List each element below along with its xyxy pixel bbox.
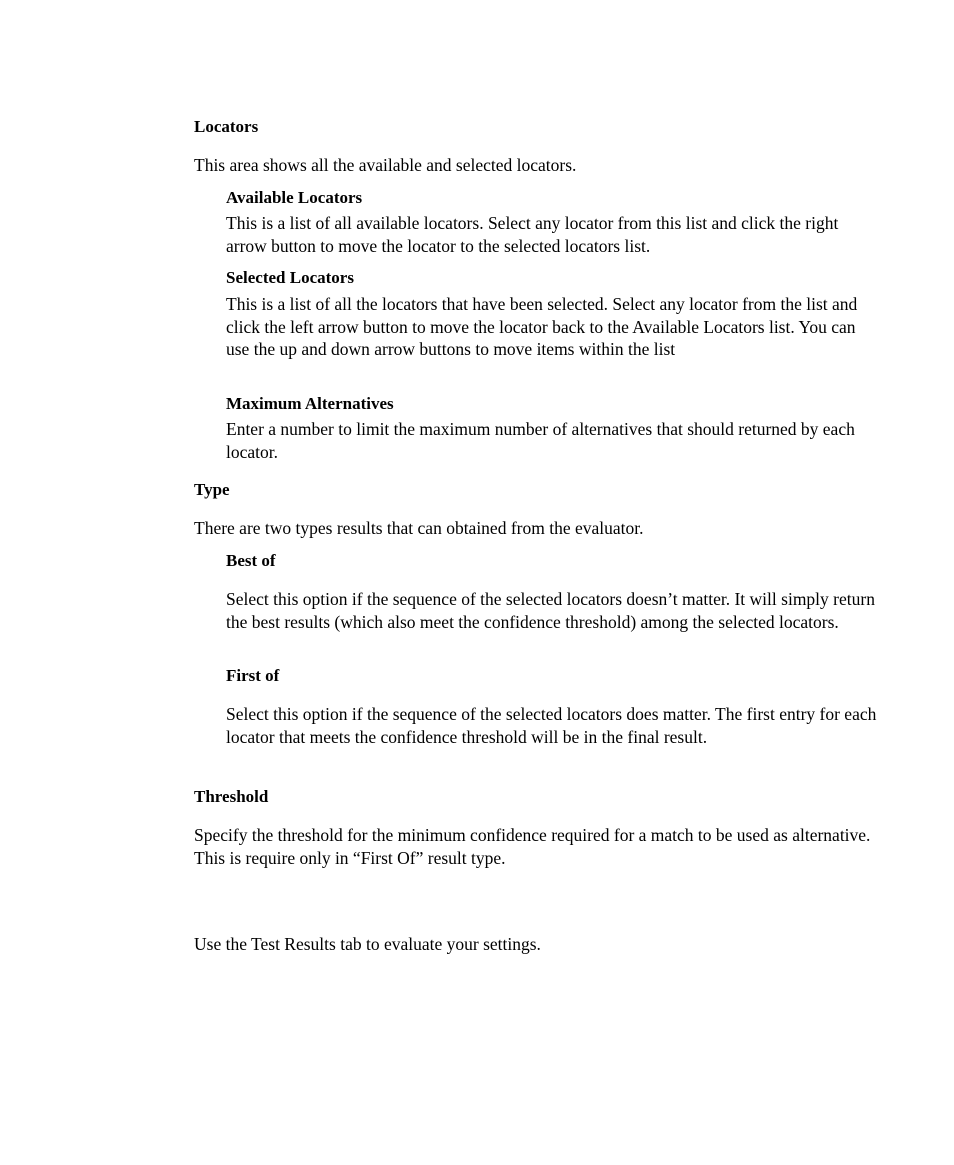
type-heading: Type bbox=[194, 480, 230, 499]
first-of-body: Select this option if the sequence of the selected locators does matter. The first entry for each locator that meets the confidence threshold will be in the final result. bbox=[226, 704, 877, 747]
maximum-alternatives-heading: Maximum Alternatives bbox=[226, 394, 394, 413]
available-locators-body: This is a list of all available locators. Select any locator from this list and click the right arrow button to move the locator to the selected locators list. bbox=[226, 213, 839, 256]
selected-locators-heading: Selected Locators bbox=[226, 268, 354, 287]
maximum-alternatives-body: Enter a number to limit the maximum number of alternatives that should returned by each locator. bbox=[226, 419, 855, 462]
best-of-body: Select this option if the sequence of the selected locators doesn’t matter. It will simply return the best results (which also meet the confidence threshold) among the selected locators. bbox=[226, 589, 875, 632]
first-of-heading: First of bbox=[226, 666, 280, 685]
selected-locators-body: This is a list of all the locators that have been selected. Select any locator from the list and click the left arrow button to move the locator back to the Available Locators list. You can use the up and down arrow buttons to move items within the list bbox=[226, 294, 858, 359]
locators-heading: Locators bbox=[194, 117, 259, 136]
best-of-heading: Best of bbox=[226, 551, 276, 570]
available-locators-heading: Available Locators bbox=[226, 188, 363, 207]
test-results-note: Use the Test Results tab to evaluate your settings. bbox=[194, 934, 541, 954]
threshold-heading: Threshold bbox=[194, 787, 269, 806]
locators-intro: This area shows all the available and selected locators. bbox=[194, 155, 577, 175]
threshold-body: Specify the threshold for the minimum confidence required for a match to be used as alternative. This is require only in “First Of” result type. bbox=[194, 825, 871, 868]
type-intro: There are two types results that can obtained from the evaluator. bbox=[194, 518, 644, 538]
